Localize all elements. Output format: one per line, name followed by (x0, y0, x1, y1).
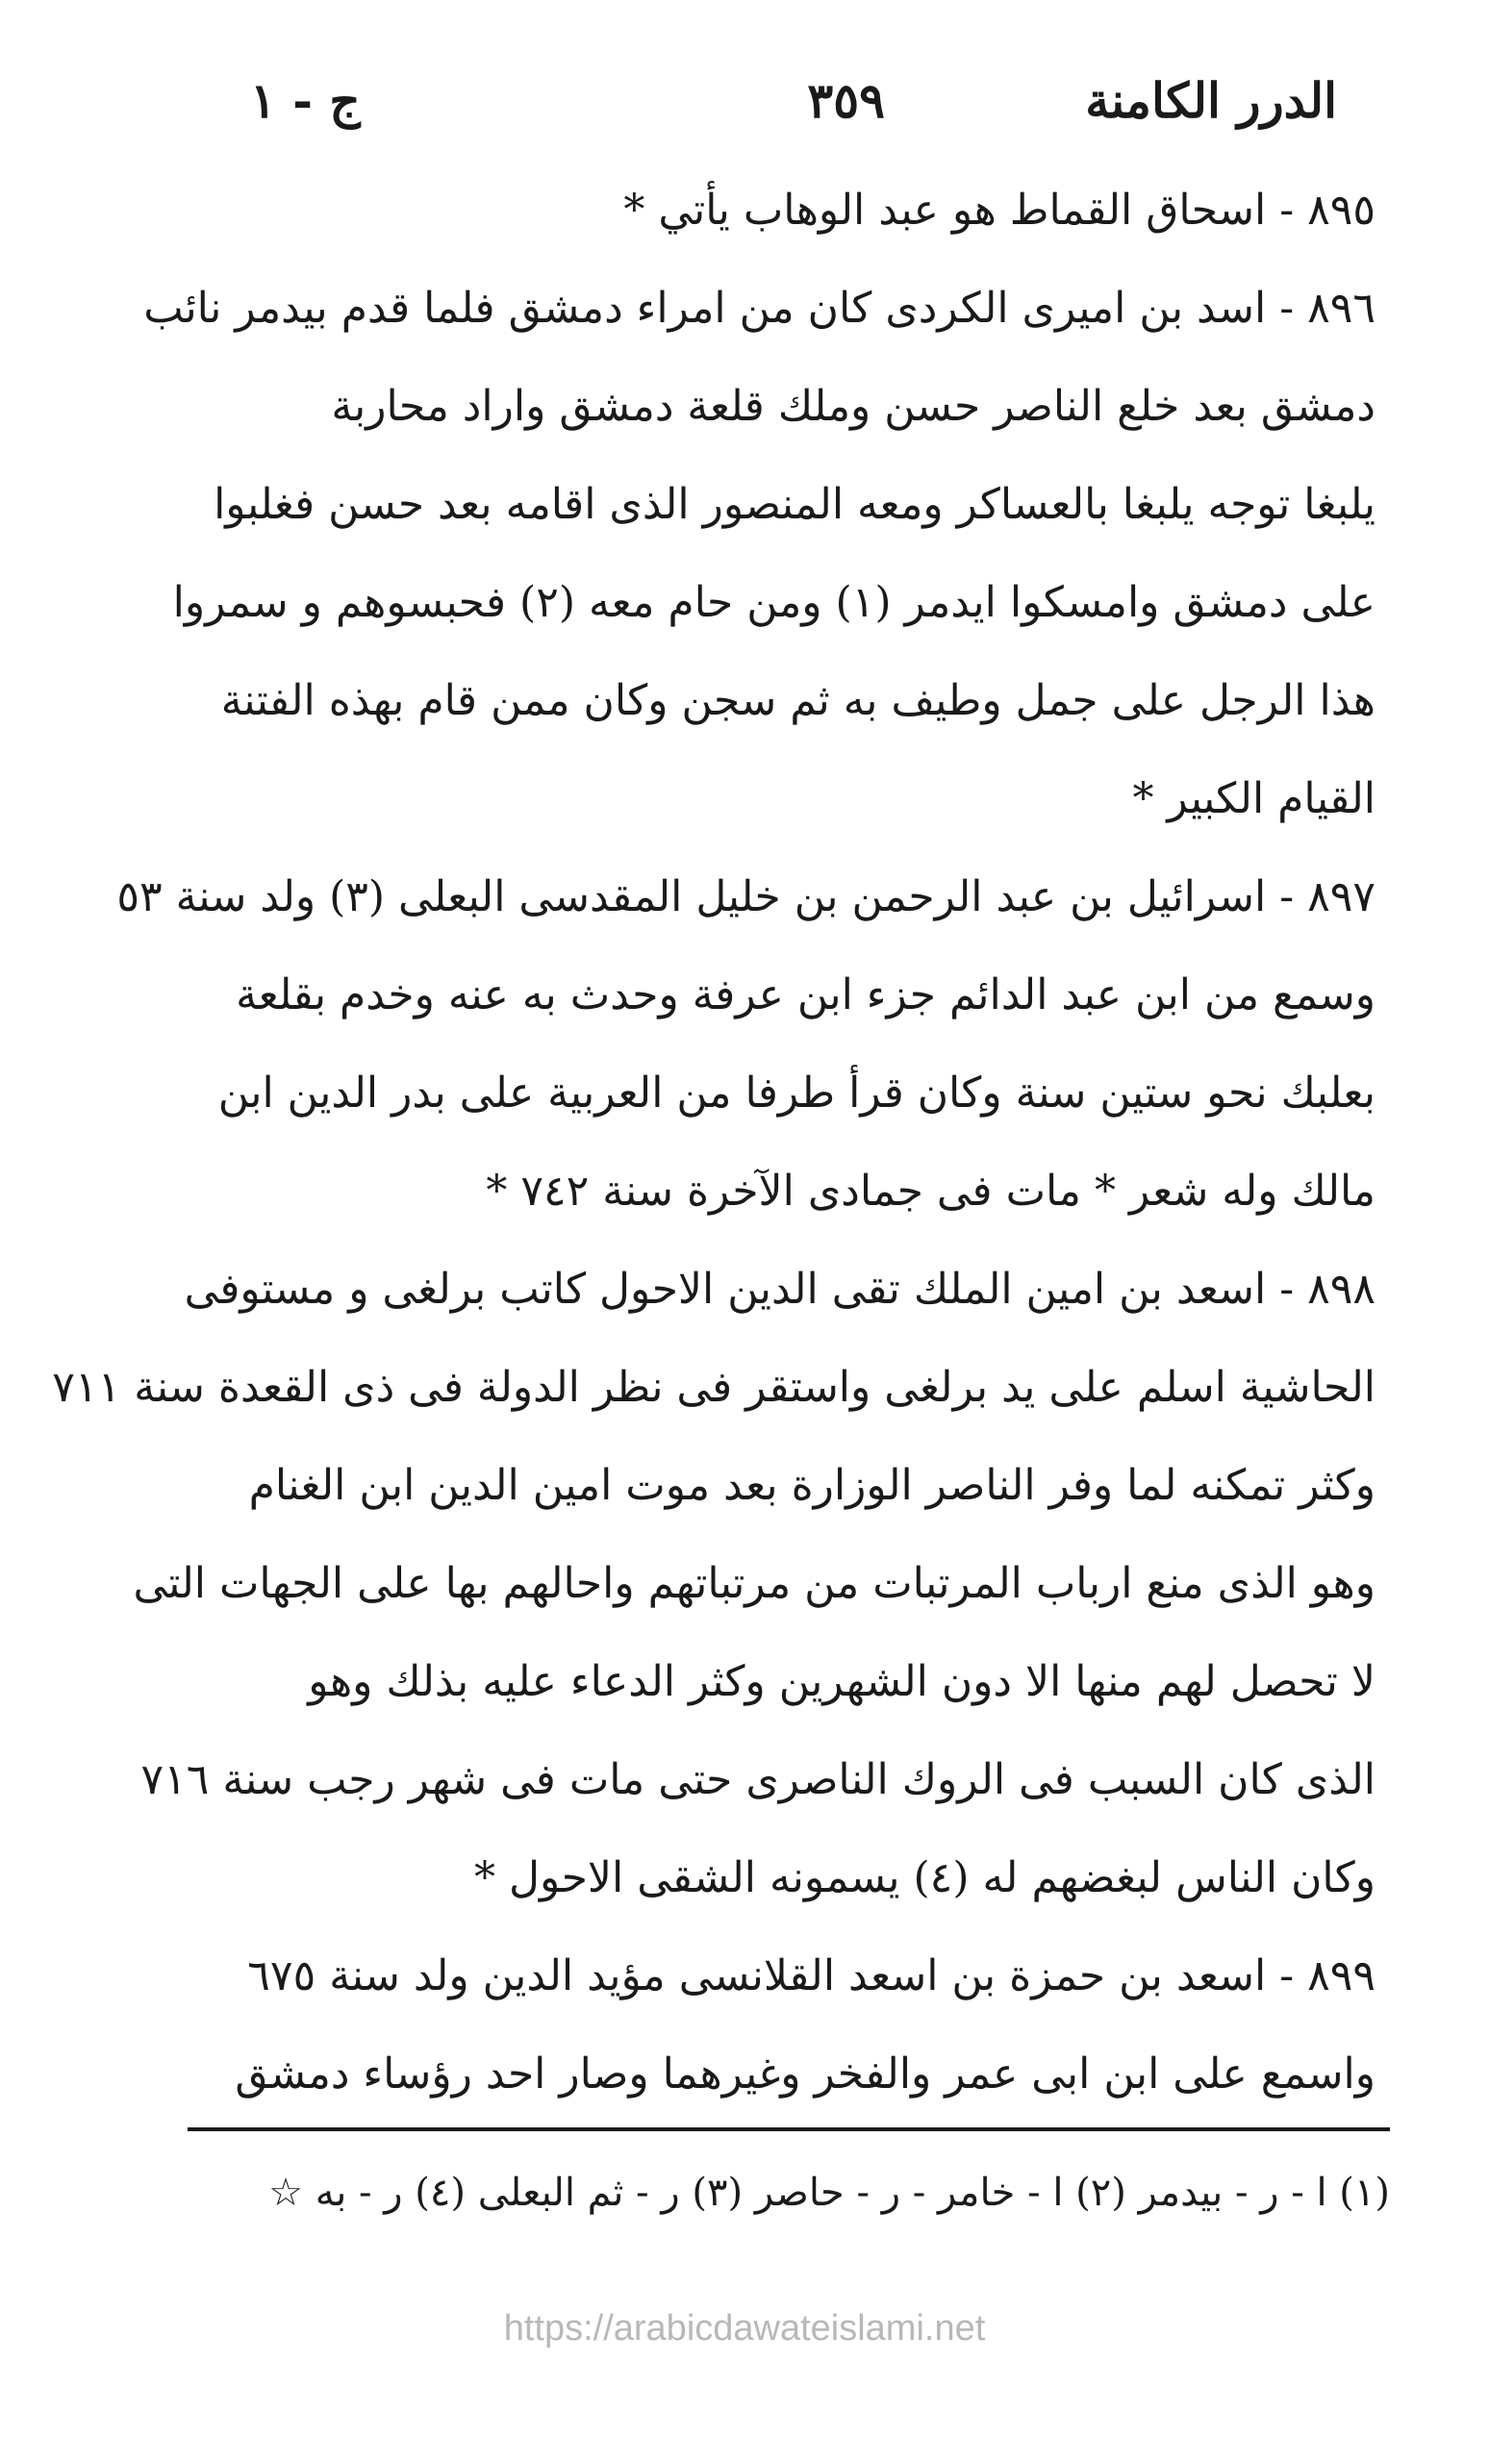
text-line: وكان الناس لبغضهم له (٤) يسمونه الشقى الاحول * (474, 1853, 1375, 1902)
text-line: لا تحصل لهم منها الا دون الشهرين وكثر الدعاء عليه بذلك وهو (308, 1657, 1375, 1706)
body-text (52, 162, 1375, 2124)
text-line: وكثر تمكنه لما وفر الناصر الوزارة بعد موت امين الدين ابن الغنام (248, 1461, 1375, 1510)
page-number: ٣٥٩ (807, 72, 885, 129)
text-line: مالك وله شعر * مات فى جمادى الآخرة سنة ٧٤٢ * (486, 1167, 1375, 1216)
text-line: ٨٩٨ - اسعد بن امين الملك تقى الدين الاحول كاتب برلغى و مستوفى (184, 1265, 1375, 1314)
text-line: وسمع من ابن عبد الدائم جزء ابن عرفة وحدث به عنه وخدم بقلعة (236, 970, 1375, 1019)
text-line: على دمشق وامسكوا ايدمر (١) ومن حام معه (٢) فحبسوهم و سمروا (172, 578, 1375, 627)
text-line: دمشق بعد خلع الناصر حسن وملك قلعة دمشق واراد محاربة (331, 382, 1375, 431)
text-line: الذى كان السبب فى الروك الناصرى حتى مات فى شهر رجب سنة ٧١٦ (140, 1755, 1375, 1804)
page-header (250, 58, 1337, 144)
text-line: بعلبك نحو ستين سنة وكان قرأ طرفا من العربية على بدر الدين ابن (217, 1069, 1375, 1118)
footnote-divider (188, 2127, 1390, 2131)
text-line: واسمع على ابن ابى عمر والفخر وغيرهما وصار احد رؤساء دمشق (235, 2049, 1375, 2099)
text-line: الحاشية اسلم على يد برلغى واستقر فى نظر الدولة فى ذى القعدة سنة ٧١١ (52, 1363, 1375, 1412)
watermark-url: https://arabicdawateislami.net (503, 2308, 986, 2349)
text-line: يلبغا توجه يلبغا بالعساكر ومعه المنصور الذى اقامه بعد حسن فغلبوا (214, 480, 1375, 529)
text-line: وهو الذى منع ارباب المرتبات من مرتباتهم واحالهم بها على الجهات التى (133, 1559, 1375, 1608)
text-line: ٨٩٦ - اسد بن اميرى الكردى كان من امراء دمشق فلما قدم بيدمر نائب (143, 284, 1375, 333)
text-line: القيام الكبير * (1132, 774, 1375, 823)
volume-label: ج - ١ (250, 72, 361, 129)
text-line: هذا الرجل على جمل وطيف به ثم سجن وكان ممن قام بهذه الفتنة (220, 676, 1375, 725)
text-line: ٨٩٥ - اسحاق القماط هو عبد الوهاب يأتي * (623, 186, 1375, 235)
footnotes: (١) ا - ر - بيدمر (٢) ا - خامر - ر - حاصر (٣) ر - ثم البعلى (٤) ر - به ☆ (268, 2171, 1390, 2215)
book-title: الدرر الكامنة (1085, 72, 1337, 129)
text-line: ٨٩٧ - اسرائيل بن عبد الرحمن بن خليل المقدسى البعلى (٣) ولد سنة ٥٣ (116, 872, 1375, 921)
text-line: ٨٩٩ - اسعد بن حمزة بن اسعد القلانسى مؤيد الدين ولد سنة ٦٧٥ (247, 1951, 1375, 2000)
